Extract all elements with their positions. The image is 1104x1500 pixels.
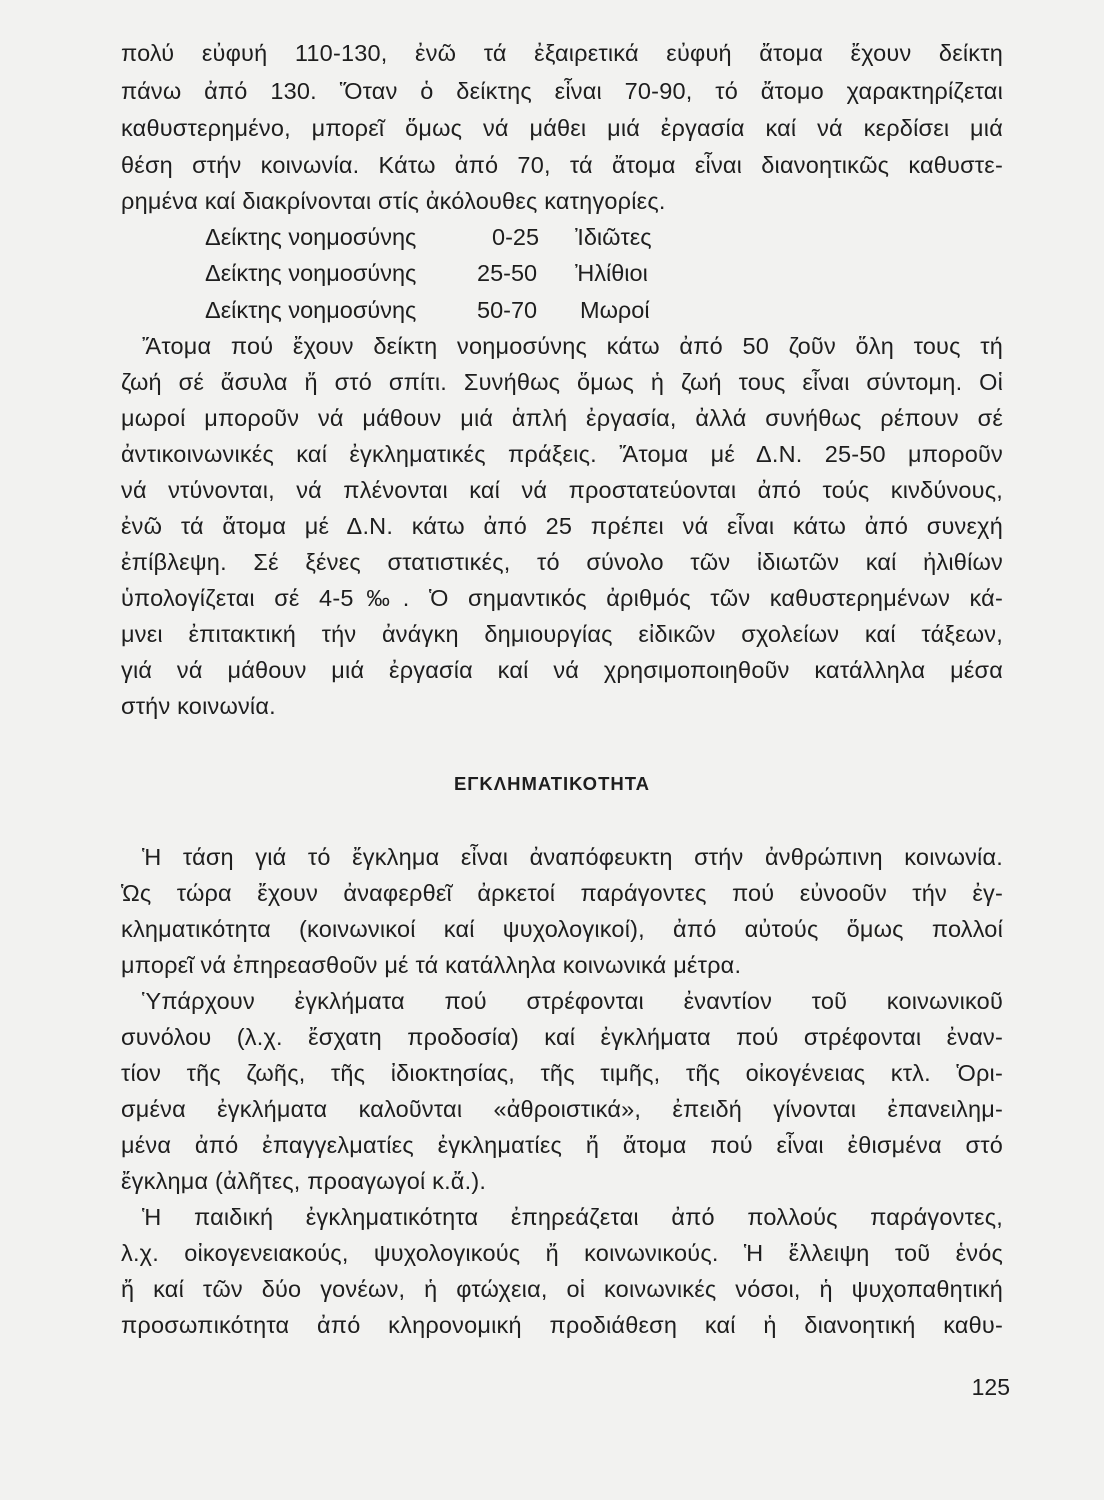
text-line: ρημένα καί διακρίνονται στίς ἀκόλουθες κατηγορίες. <box>121 188 666 214</box>
page-number: 125 <box>971 1374 1010 1400</box>
text-line: ζωή σέ ἄσυλα ἤ στό σπίτι. Συνήθως ὅμως ἡ ζωή τους εἶναι σύντομη. Οἱ <box>121 369 1003 395</box>
text-line: συνόλου (λ.χ. ἔσχατη προδοσία) καί ἐγκλήματα πού στρέφονται ἐναν- <box>121 1024 1003 1050</box>
iq-category: Ἰδιῶτες <box>575 224 652 250</box>
text-line: πάνω ἀπό 130. Ὅταν ὁ δείκτης εἶναι 70-90, τό ἄτομο χαρακτηρίζεται <box>121 78 1003 104</box>
iq-label: Δείκτης νοημοσύνης <box>205 224 417 250</box>
text-line: Ἄτομα πού ἔχουν δείκτη νοημοσύνης κάτω ἀπό 50 ζοῦν ὅλη τους τή <box>142 333 1003 359</box>
iq-label: Δείκτης νοημοσύνης <box>205 260 417 286</box>
text-line: λ.χ. οἰκογενειακούς, ψυχολογικούς ἤ κοινωνικούς. Ἡ ἔλλειψη τοῦ ἑνός <box>121 1240 1003 1266</box>
iq-range: 0-25 <box>492 224 540 250</box>
text-line: πολύ εὐφυή 110-130, ἐνῶ τά ἐξαιρετικά εὐφυή ἄτομα ἔχουν δείκτη <box>121 40 1003 66</box>
iq-range: 25-50 <box>477 260 538 286</box>
iq-category: Ἠλίθιοι <box>575 260 648 286</box>
text-line: τίον τῆς ζωῆς, τῆς ἰδιοκτησίας, τῆς τιμῆς, τῆς οἰκογένειας κτλ. Ὁρι- <box>121 1060 1003 1086</box>
text-line: στήν κοινωνία. <box>121 693 276 719</box>
text-line: ἐπίβλεψη. Σέ ξένες στατιστικές, τό σύνολο τῶν ἰδιωτῶν καί ἠλιθίων <box>121 549 1003 575</box>
iq-range: 50-70 <box>477 297 538 323</box>
text-line: προσωπικότητα ἀπό κληρονομική προδιάθεση καί ἡ διανοητική καθυ- <box>121 1312 1003 1338</box>
text-line: Ὑπάρχουν ἐγκλήματα πού στρέφονται ἐναντίον τοῦ κοινωνικοῦ <box>142 988 1003 1014</box>
text-line: Ὡς τώρα ἔχουν ἀναφερθεῖ ἀρκετοί παράγοντες πού εὐνοοῦν τήν ἐγ- <box>121 880 1003 906</box>
text-line: ἤ καί τῶν δύο γονέων, ἡ φτώχεια, οἱ κοινωνικές νόσοι, ἡ ψυχοπαθητική <box>121 1276 1003 1302</box>
text-line: μένα ἀπό ἐπαγγελματίες ἐγκληματίες ἤ ἄτομα πού εἶναι ἐθισμένα στό <box>121 1132 1003 1158</box>
text-line: ἀντικοινωνικές καί ἐγκληματικές πράξεις. Ἄτομα μέ Δ.Ν. 25-50 μποροῦν <box>121 441 1003 467</box>
text-line: ὑπολογίζεται σέ 4-5‰. Ὁ σημαντικός ἀριθμός τῶν καθυστερημένων κά- <box>121 585 1003 611</box>
text-line: κληματικότητα (κοινωνικοί καί ψυχολογικοί), ἀπό αὐτούς ὅμως πολλοί <box>121 916 1003 942</box>
text-line: μπορεῖ νά ἐπηρεασθοῦν μέ τά κατάλληλα κοινωνικά μέτρα. <box>121 952 742 978</box>
text-line: ἐνῶ τά ἄτομα μέ Δ.Ν. κάτω ἀπό 25 πρέπει νά εἶναι κάτω ἀπό συνεχή <box>121 513 1003 539</box>
text-line: ἔγκλημα (ἀλῆτες, προαγωγοί κ.ἄ.). <box>121 1168 487 1194</box>
text-line: νά ντύνονται, νά πλένονται καί νά προστατεύονται ἀπό τούς κινδύνους, <box>121 477 1003 503</box>
section-heading: ΕΓΚΛΗΜΑΤΙΚΟΤΗΤΑ <box>453 773 651 794</box>
text-line: μωροί μποροῦν νά μάθουν μιά ἁπλή ἐργασία, ἀλλά συνήθως ρέπουν σέ <box>121 405 1003 431</box>
text-line: θέση στήν κοινωνία. Κάτω ἀπό 70, τά ἄτομα εἶναι διανοητικῶς καθυστε- <box>121 152 1003 178</box>
text-line: Ἡ τάση γιά τό ἔγκλημα εἶναι ἀναπόφευκτη στήν ἀνθρώπινη κοινωνία. <box>142 844 1003 870</box>
text-line: Ἡ παιδική ἐγκληματικότητα ἐπηρεάζεται ἀπό πολλούς παράγοντες, <box>142 1204 1003 1230</box>
text-line: καθυστερημένο, μπορεῖ ὅμως νά μάθει μιά ἐργασία καί νά κερδίσει μιά <box>121 115 1003 141</box>
iq-label: Δείκτης νοημοσύνης <box>205 297 417 323</box>
iq-category: Μωροί <box>580 297 650 323</box>
text-line: γιά νά μάθουν μιά ἐργασία καί νά χρησιμοποιηθοῦν κατάλληλα μέσα <box>121 657 1003 683</box>
text-line: μνει ἐπιτακτική τήν ἀνάγκη δημιουργίας εἰδικῶν σχολείων καί τάξεων, <box>121 621 1003 647</box>
text-line: σμένα ἐγκλήματα καλοῦνται «ἀθροιστικά», ἐπειδή γίνονται ἐπανειλημ- <box>121 1096 1003 1122</box>
